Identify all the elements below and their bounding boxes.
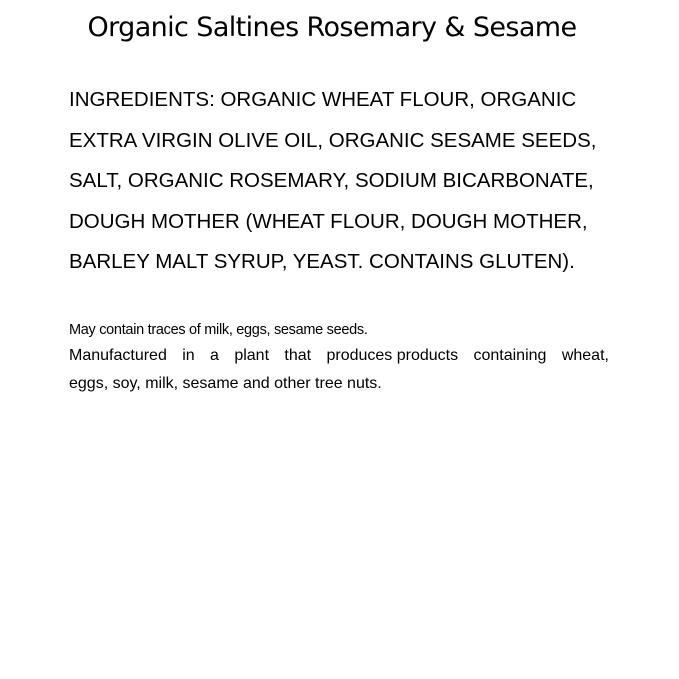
ingredients-line: BARLEY MALT SYRUP, YEAST. CONTAINS GLUTEN).: [69, 250, 575, 273]
notice-word: containing: [473, 347, 547, 364]
allergen-statement: [69, 318, 614, 398]
notice-word: that: [284, 347, 312, 364]
notice-word: wheat,: [561, 347, 609, 364]
notice-word: Manufactured: [69, 347, 167, 364]
product-title: Organic Saltines Rosemary & Sesame: [87, 12, 577, 43]
manufacturing-notice-line-2: eggs, soy, milk, sesame and other tree nuts.: [69, 375, 382, 392]
notice-word: plant: [234, 347, 270, 364]
ingredients-block: [69, 80, 629, 283]
notice-word: in: [182, 347, 195, 364]
ingredients-line: EXTRA VIRGIN OLIVE OIL, ORGANIC SESAME SEEDS,: [69, 128, 597, 152]
notice-word: produces products: [326, 347, 459, 364]
notice-word: a: [210, 347, 219, 364]
traces-warning: May contain traces of milk, eggs, sesame seeds.: [69, 322, 368, 338]
ingredients-line: DOUGH MOTHER (WHEAT FLOUR, DOUGH MOTHER,: [69, 209, 588, 233]
ingredients-line: INGREDIENTS: ORGANIC WHEAT FLOUR, ORGANIC: [69, 88, 577, 111]
ingredients-line: SALT, ORGANIC ROSEMARY, SODIUM BICARBONATE,: [69, 169, 594, 192]
manufacturing-notice-line-1: [69, 342, 609, 370]
